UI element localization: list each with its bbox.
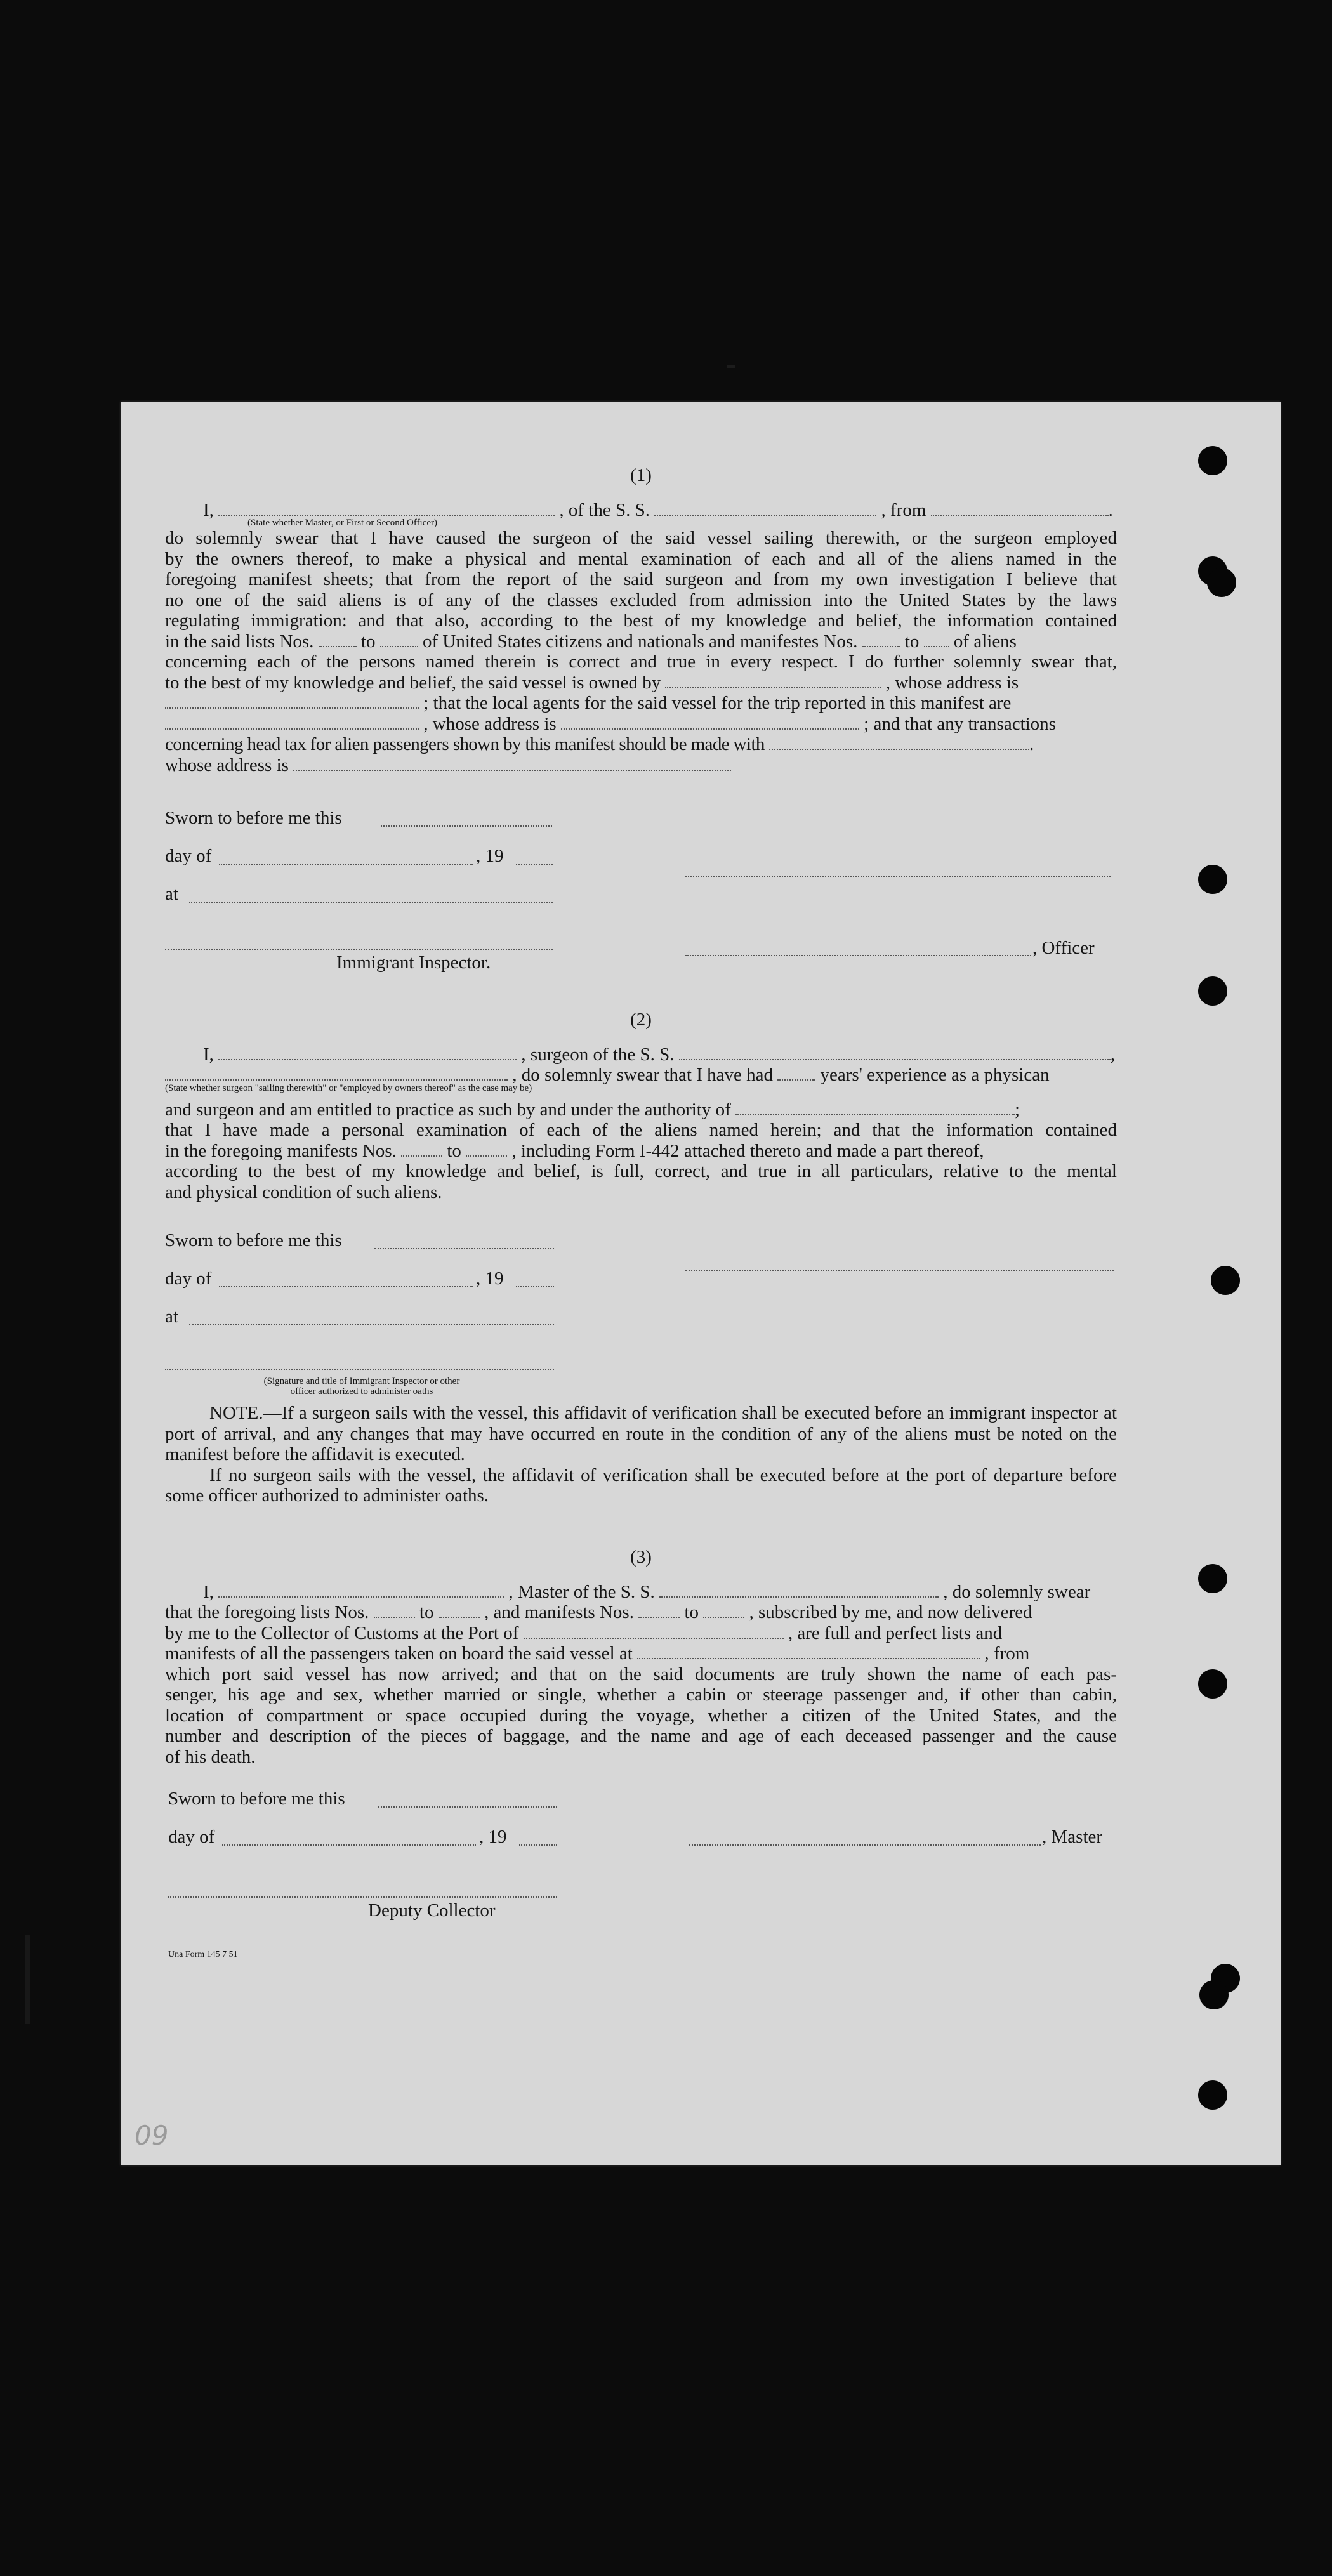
- oath-text-line: do solemnly swear that I have caused the surgeon of the said vessel sailing therewith, or the surgeon employed: [165, 528, 1117, 548]
- punch-hole: [1198, 2080, 1227, 2110]
- to-label: to: [447, 1140, 461, 1161]
- deputy-collector-signature-line[interactable]: [168, 1896, 557, 1898]
- year-label: , 19: [479, 1827, 507, 1847]
- form-i442-label: , including Form I-442 attached thereto and made a part thereof,: [511, 1140, 984, 1161]
- head-tax-contact-field[interactable]: [769, 735, 1029, 750]
- pronoun-label: I,: [203, 1044, 214, 1065]
- form-number: Una Form 145 7 51: [168, 1950, 238, 1959]
- departure-port-field[interactable]: [931, 501, 1109, 516]
- lists-to-field[interactable]: [439, 1603, 480, 1618]
- master-name-field[interactable]: [218, 1582, 504, 1598]
- year-label: , 19: [476, 1268, 504, 1289]
- pronoun-label: I,: [203, 1581, 214, 1602]
- inspector-title: Immigrant Inspector.: [336, 952, 491, 973]
- place-field[interactable]: [189, 902, 553, 903]
- lists-to-field[interactable]: [380, 632, 418, 647]
- sworn-day-field[interactable]: [374, 1248, 554, 1249]
- oath-text-line: foregoing manifest sheets; that from the report of the said surgeon and from my own investigation I believe that: [165, 569, 1117, 589]
- to-label: to: [684, 1602, 699, 1622]
- year-field[interactable]: [519, 1844, 557, 1846]
- background-speck: [25, 1935, 30, 2024]
- whose-address-label: whose address is: [165, 754, 289, 775]
- port-field[interactable]: [524, 1624, 784, 1639]
- to-label: to: [904, 631, 920, 652]
- master-of-ss-label: , Master of the S. S.: [508, 1581, 655, 1602]
- whose-address-label: , whose address is: [423, 713, 557, 734]
- background-speck: [727, 365, 735, 368]
- officer-name-line[interactable]: [685, 955, 1031, 956]
- swear-label: , do solemnly swear: [943, 1581, 1091, 1602]
- month-field[interactable]: [222, 1844, 476, 1846]
- signature-hint-line: officer authorized to administer oaths: [290, 1386, 433, 1396]
- punch-hole: [1198, 1564, 1227, 1593]
- owner-field[interactable]: [665, 673, 881, 688]
- manifests-to-field[interactable]: [466, 1141, 507, 1157]
- deputy-collector-title: Deputy Collector: [368, 1900, 496, 1921]
- owned-by-label: to the best of my knowledge and belief, the said vessel is owned by: [165, 672, 661, 693]
- authority-field[interactable]: [735, 1100, 1015, 1115]
- oath-text-line: number and description of the pieces of baggage, and the name and age of each deceased passenger and the cause: [165, 1726, 1117, 1746]
- sworn-label: Sworn to before me this: [165, 808, 342, 828]
- head-tax-label: concerning head tax for alien passengers shown by this manifest should be made with: [165, 734, 765, 754]
- lists-from-field[interactable]: [319, 632, 357, 647]
- lists-label: in the said lists Nos.: [165, 631, 314, 652]
- to-label: to: [360, 631, 376, 652]
- signature-hint-line: (Signature and title of Immigrant Inspector or other: [263, 1376, 460, 1386]
- punch-hole: [1199, 1980, 1229, 2009]
- punch-hole: [1198, 976, 1227, 1006]
- whose-address-label: , whose address is: [885, 672, 1019, 693]
- section-1-master-oath: (1) I, , of the S. S. , from . (State whether Master, or First or Second Officer) do solemnly swear that I have caused the surgeon of the said vessel sailing therewith, or the surgeon employed by the owners thereof, to make a physical and mental examination of each and all of the aliens named in the foregoing manifest sheets; that from the report of the said surgeon and from my own investigation I believe that no one of the said aliens is of any of the classes excluded from admission into the United States by the laws regulating immigration: and that also, according to the best of my knowledge and belief, the information contained in the said lists Nos. to of United States citizens and nationals and manifestes Nos. to of aliens concerning each of the persons named therein is correct and true in every respect. I do further solemnly swear that, to the best of my knowledge and belief, the said vessel is owned by , whose address is ; that the local agents for the said vessel for the trip reported in this manifest are , whose address is ; and that any transactions concerning head tax for alien passengers shown by this manifest should be made with . whose address is: [165, 465, 1117, 775]
- sworn-day-field[interactable]: [378, 1806, 557, 1808]
- day-of-label: day of: [168, 1827, 215, 1847]
- punch-hole: [1198, 865, 1227, 894]
- from-label: , from: [984, 1643, 1030, 1664]
- oath-text-line: senger, his age and sex, whether married or single, whether a cabin or steerage passenger and, if other than cabin,: [165, 1685, 1117, 1705]
- day-of-label: day of: [165, 1268, 212, 1289]
- manifests-from-field[interactable]: [401, 1141, 442, 1157]
- punch-hole: [1211, 1266, 1240, 1295]
- oath-text-line: location of compartment or space occupied during the voyage, whether a citizen of the United States, and the: [165, 1705, 1117, 1726]
- pencil-page-number: 09: [135, 2120, 169, 2151]
- manifests-from-field[interactable]: [638, 1603, 680, 1618]
- owner-address-field[interactable]: [165, 693, 419, 709]
- oath-text-line: according to the best of my knowledge and belief, is full, correct, and true in all particulars, relative to the mental: [165, 1161, 1117, 1181]
- sworn-label: Sworn to before me this: [165, 1230, 342, 1251]
- year-label: , 19: [476, 846, 504, 866]
- physician-label: years' experience as a physican: [820, 1065, 1050, 1085]
- year-field[interactable]: [516, 864, 553, 865]
- manifests-to-field[interactable]: [924, 632, 949, 647]
- surgeon-of-ss-label: , surgeon of the S. S.: [521, 1044, 675, 1065]
- vessel-name-field[interactable]: [654, 501, 876, 516]
- month-field[interactable]: [219, 864, 473, 865]
- officer-title: , Officer: [1032, 938, 1095, 958]
- oath-text-line: concerning each of the persons named therein is correct and true in every respect. I do further solemnly swear that,: [165, 652, 1117, 672]
- officer-rank-field[interactable]: [218, 501, 555, 516]
- manifests-label: of United States citizens and nationals and manifestes Nos.: [422, 631, 858, 652]
- from-label: , from: [881, 499, 926, 520]
- agents-address-field[interactable]: [561, 714, 859, 730]
- signature-hint: [184, 1376, 539, 1396]
- sworn-label: Sworn to before me this: [168, 1789, 345, 1809]
- inspector-signature-line[interactable]: [165, 949, 553, 950]
- punch-hole: [1198, 1669, 1227, 1699]
- at-label: at: [165, 884, 178, 904]
- officer-signature-line[interactable]: [685, 876, 1111, 877]
- manifests-to-field[interactable]: [703, 1603, 744, 1618]
- note-paragraph: If no surgeon sails with the vessel, the affidavit of verification shall be executed before at the port of departure before some officer authorized to administer oaths.: [165, 1464, 1117, 1506]
- surgeon-name-field[interactable]: [218, 1045, 517, 1060]
- local-agents-field[interactable]: [165, 714, 419, 730]
- section-number: (2): [630, 1009, 652, 1030]
- manifests-label: in the foregoing manifests Nos.: [165, 1140, 397, 1161]
- experience-label: , do solemnly swear that I have had: [512, 1065, 773, 1085]
- years-experience-field[interactable]: [777, 1065, 815, 1081]
- of-ss-label: , of the S. S.: [559, 499, 650, 520]
- to-label: to: [419, 1602, 434, 1622]
- day-of-label: day of: [165, 846, 212, 866]
- oath-text-line: regulating immigration: and that also, according to the best of my knowledge and belief, the information contained: [165, 610, 1117, 631]
- pronoun-label: I,: [203, 499, 214, 520]
- month-field[interactable]: [219, 1286, 473, 1287]
- aliens-label: of aliens: [953, 631, 1017, 652]
- boarding-port-field[interactable]: [637, 1644, 980, 1659]
- taken-on-board-label: manifests of all the passengers taken on board the said vessel at: [165, 1643, 633, 1664]
- delivered-label: , subscribed by me, and now delivered: [749, 1602, 1032, 1622]
- local-agents-label: ; that the local agents for the said vessel for the trip reported in this manifest are: [423, 693, 1012, 713]
- section-3-master-delivery-oath: [165, 1547, 1117, 1767]
- rank-field-hint: (State whether Master, or First or Second Officer): [247, 518, 438, 528]
- note-block: [165, 1403, 1117, 1506]
- section-2-surgeon-oath: (2) I, , surgeon of the S. S. , , do solemnly swear that I have had years' experience as a physican (State whether surgeon "sailing therewith" or "employed by owners thereof" as the case may be) and surgeon and am entitled to practice as such by and under the authority of ; that I have made a personal examination of each of the aliens named herein; and that the information contained in the foregoing manifests Nos. to , including Form I-442 attached thereto and made a part thereof, according to the best of my knowledge and belief, is full, correct, and true in all particulars, relative to the mental and physical condition of such aliens.: [165, 1009, 1117, 1202]
- lists-from-field[interactable]: [374, 1603, 415, 1618]
- note-paragraph: NOTE.—If a surgeon sails with the vessel, this affidavit of verification shall be executed before an immigrant inspector at port of arrival, and any changes that may have occurred en route in the condition of any of the aliens must be noted on the manifest before the affidavit is executed.: [165, 1403, 1117, 1464]
- oath-text-line: which port said vessel has now arrived; and that on the said documents are truly shown the name of each pas-: [165, 1664, 1117, 1685]
- punch-hole: [1198, 446, 1227, 475]
- master-signature-line[interactable]: [689, 1844, 1041, 1846]
- oath-text-line: that I have made a personal examination of each of the aliens named herein; and that the information contained: [165, 1120, 1117, 1140]
- section-number: (1): [630, 465, 652, 485]
- at-label: at: [165, 1306, 178, 1327]
- transactions-label: ; and that any transactions: [864, 713, 1056, 734]
- place-field[interactable]: [189, 1324, 554, 1325]
- manifest-back-page: [121, 402, 1281, 2165]
- inspector-signature-line[interactable]: [165, 1369, 554, 1370]
- surgeon-status-field[interactable]: [165, 1065, 508, 1081]
- vessel-name-field[interactable]: [659, 1582, 939, 1598]
- year-field[interactable]: [516, 1286, 554, 1287]
- collector-label: by me to the Collector of Customs at the Port of: [165, 1622, 519, 1643]
- manifests-from-field[interactable]: [862, 632, 900, 647]
- section-number: (3): [630, 1547, 652, 1567]
- manifests-label: , and manifests Nos.: [484, 1602, 634, 1622]
- oath-text-line: no one of the said aliens is of any of the classes excluded from admission into the United States by the laws: [165, 589, 1117, 610]
- oath-text-line: and physical condition of such aliens.: [165, 1181, 442, 1202]
- lists-label: that the foregoing lists Nos.: [165, 1602, 369, 1622]
- oath-text-line: by the owners thereof, to make a physical and mental examination of each and all of the aliens named in the: [165, 548, 1117, 569]
- punch-hole: [1207, 568, 1236, 597]
- oath-text-line: of his death.: [165, 1746, 256, 1767]
- surgeon-status-hint: (State whether surgeon "sailing therewith" or "employed by owners thereof" as the case may be): [165, 1082, 532, 1093]
- head-tax-address-field[interactable]: [293, 756, 731, 771]
- master-title: , Master: [1042, 1827, 1103, 1847]
- sworn-day-field[interactable]: [381, 825, 552, 827]
- vessel-name-field[interactable]: [679, 1045, 1111, 1060]
- perfect-lists-label: , are full and perfect lists and: [788, 1622, 1003, 1643]
- surgeon-signature-line[interactable]: [685, 1270, 1114, 1271]
- authority-label: and surgeon and am entitled to practice as such by and under the authority of: [165, 1099, 731, 1120]
